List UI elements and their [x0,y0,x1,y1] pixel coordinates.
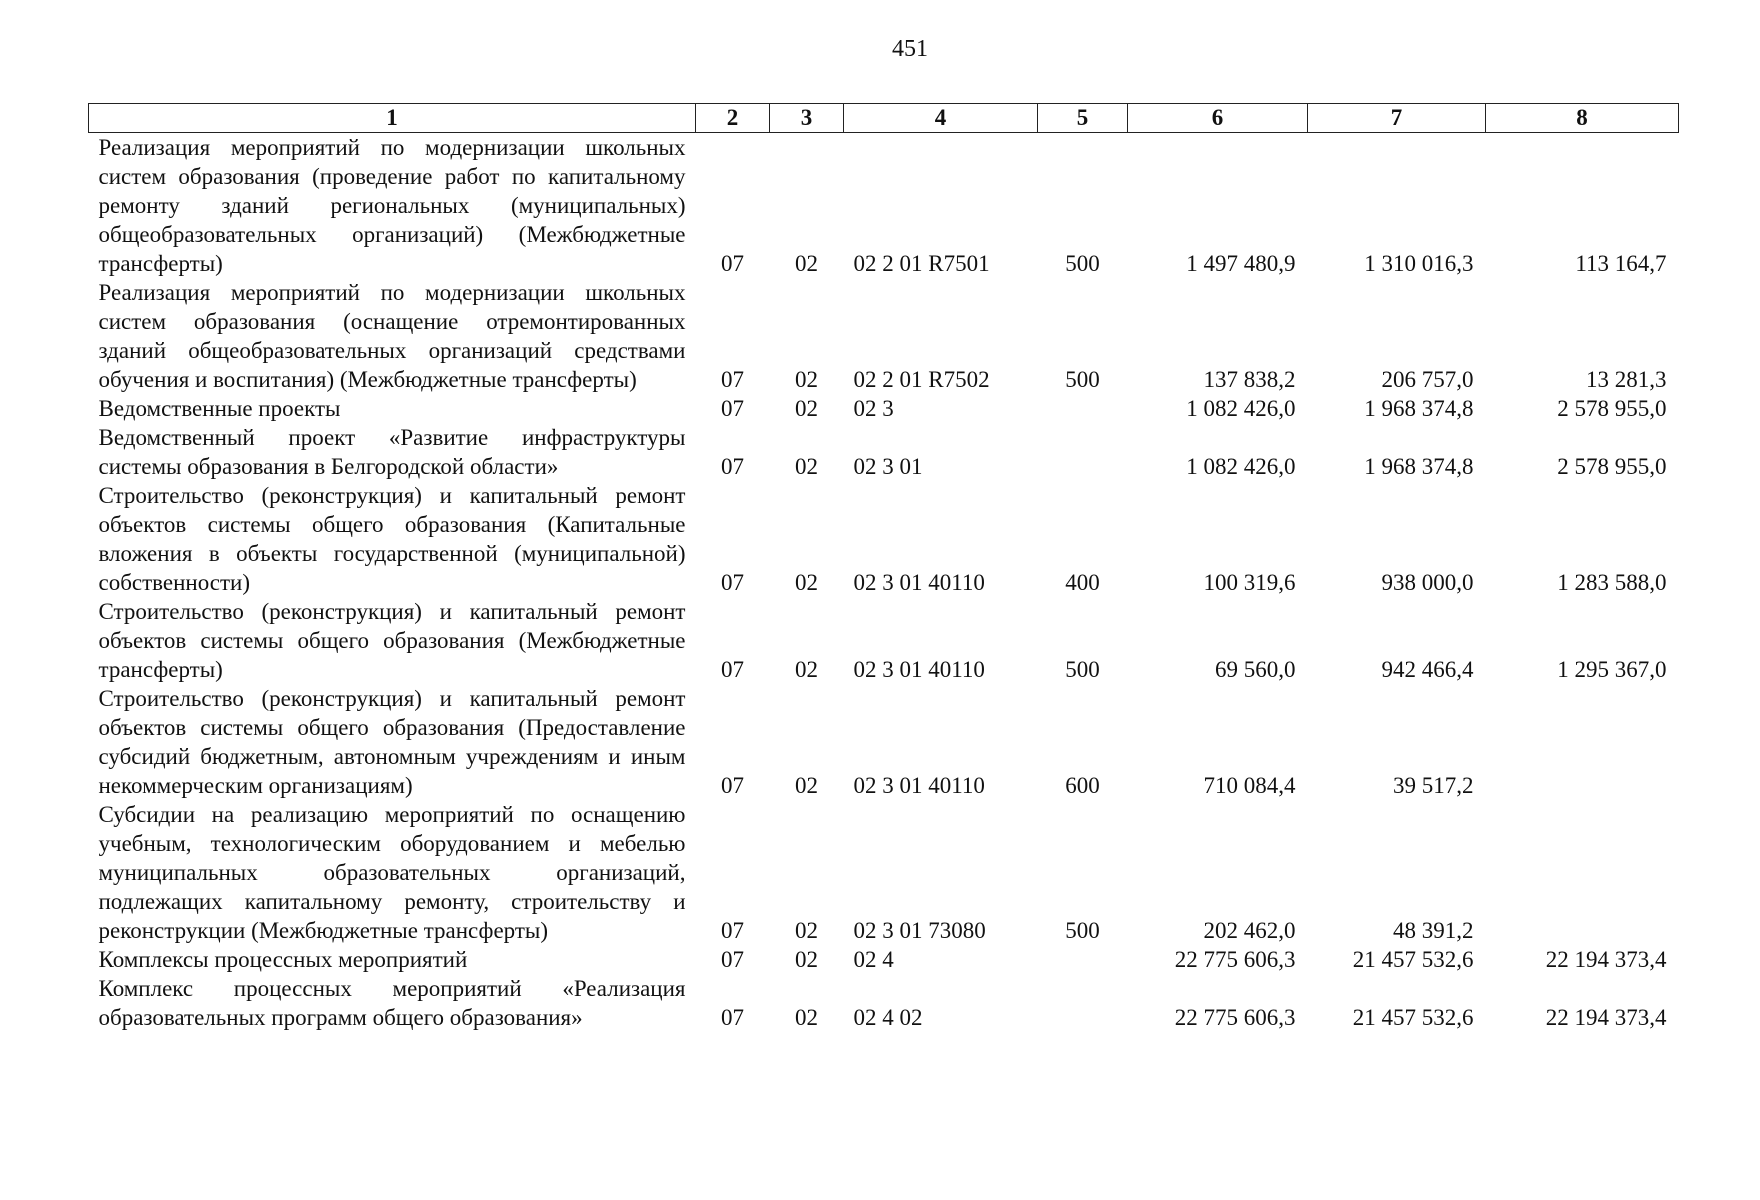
page-number: 451 [892,36,928,62]
row-expense-type: 600 [1065,773,1100,798]
header-col-2: 2 [696,104,770,133]
row-amount-6: 69 560,0 [1215,657,1296,682]
row-amount-8: 13 281,3 [1586,367,1667,392]
row-subsection: 02 [795,1005,818,1030]
table-row [89,945,1679,974]
row-amount-8: 22 194 373,4 [1545,1005,1667,1030]
row-amount-7: 21 457 532,6 [1352,947,1474,972]
row-amount-6: 22 775 606,3 [1174,1005,1296,1030]
table-row [89,423,1679,481]
row-target-code: 02 3 01 40110 [853,570,985,595]
row-amount-8: 2 578 955,0 [1557,396,1667,421]
row-amount-8 [1486,684,1679,800]
row-target-code: 02 2 01 R7502 [853,367,990,392]
row-expense-type: 500 [1065,918,1100,943]
row-subsection: 02 [795,947,818,972]
row-description: Ведомственный проект «Развитие инфраструктуры системы образования в Белгородской области» [98,425,686,479]
header-col-7: 7 [1308,104,1486,133]
row-expense-type: 500 [1065,657,1100,682]
budget-table-container [88,103,1678,1032]
row-section: 07 [721,1005,744,1030]
row-target-code: 02 2 01 R7501 [853,251,990,276]
header-col-1: 1 [89,104,696,133]
row-amount-7: 206 757,0 [1381,367,1474,392]
row-amount-7: 1 968 374,8 [1364,454,1474,479]
table-row [89,394,1679,423]
row-subsection: 02 [795,367,818,392]
row-target-code: 02 3 01 40110 [853,773,985,798]
row-expense-type [1038,394,1128,423]
row-section: 07 [721,396,744,421]
row-amount-8: 2 578 955,0 [1557,454,1667,479]
row-subsection: 02 [795,396,818,421]
row-description: Строительство (реконструкция) и капитальный ремонт объектов системы общего образования (Предоставление субсидий бюджетным, автономным учреждениям и иным некоммерческим организациям) [98,686,686,798]
table-row [89,974,1679,1032]
row-subsection: 02 [795,454,818,479]
row-amount-6: 22 775 606,3 [1174,947,1296,972]
table-row [89,597,1679,684]
row-description: Строительство (реконструкция) и капитальный ремонт объектов системы общего образования (Межбюджетные трансферты) [98,599,686,682]
row-amount-6: 100 319,6 [1203,570,1296,595]
table-body [89,133,1679,1033]
row-section: 07 [721,570,744,595]
row-description: Комплексы процессных мероприятий [98,947,468,972]
row-description: Ведомственные проекты [98,396,341,421]
row-section: 07 [721,251,744,276]
row-amount-6: 202 462,0 [1203,918,1296,943]
table-row [89,684,1679,800]
table-row [89,133,1679,279]
row-description: Строительство (реконструкция) и капитальный ремонт объектов системы общего образования (Капитальные вложения в объекты государственной (муниципальной) собственности) [98,483,686,595]
row-amount-7: 48 391,2 [1393,918,1474,943]
header-col-4: 4 [844,104,1038,133]
row-target-code: 02 3 01 40110 [853,657,985,682]
row-section: 07 [721,454,744,479]
row-expense-type [1038,974,1128,1032]
row-section: 07 [721,367,744,392]
row-amount-7: 39 517,2 [1393,773,1474,798]
row-section: 07 [721,947,744,972]
row-amount-6: 1 497 480,9 [1186,251,1296,276]
row-amount-7: 1 968 374,8 [1364,396,1474,421]
row-description: Комплекс процессных мероприятий «Реализация образовательных программ общего образования» [98,976,686,1030]
row-section: 07 [721,657,744,682]
row-amount-6: 1 082 426,0 [1186,396,1296,421]
row-amount-8: 1 295 367,0 [1557,657,1667,682]
header-col-3: 3 [770,104,844,133]
budget-table [88,103,1679,1032]
row-expense-type: 500 [1065,251,1100,276]
table-row [89,800,1679,945]
row-amount-8: 22 194 373,4 [1545,947,1667,972]
row-amount-8: 1 283 588,0 [1557,570,1667,595]
row-expense-type [1038,945,1128,974]
row-subsection: 02 [795,657,818,682]
row-target-code: 02 3 01 [853,454,923,479]
row-target-code: 02 3 [853,396,894,421]
row-amount-7: 21 457 532,6 [1352,1005,1474,1030]
row-description: Субсидии на реализацию мероприятий по оснащению учебным, технологическим оборудованием и мебелью муниципальных образовательных организаций, подлежащих капитальному ремонту, строительству и реконструкции (Межбюджетные трансферты) [98,802,686,943]
row-amount-8 [1486,800,1679,945]
row-amount-6: 137 838,2 [1203,367,1296,392]
row-amount-6: 710 084,4 [1203,773,1296,798]
header-col-5: 5 [1038,104,1128,133]
row-expense-type: 400 [1065,570,1100,595]
row-amount-7: 942 466,4 [1381,657,1474,682]
row-target-code: 02 4 [853,947,894,972]
row-amount-7: 1 310 016,3 [1364,251,1474,276]
row-target-code: 02 4 02 [853,1005,923,1030]
row-description: Реализация мероприятий по модернизации школьных систем образования (оснащение отремонтированных зданий общеобразовательных организаций средствами обучения и воспитания) (Межбюджетные трансферты) [98,280,686,392]
row-subsection: 02 [795,251,818,276]
row-description: Реализация мероприятий по модернизации школьных систем образования (проведение работ по капитальному ремонту зданий региональных (муниципальных) общеобразовательных организаций) (Межбюджетные трансферты) [98,135,686,276]
row-expense-type [1038,423,1128,481]
table-row [89,278,1679,394]
row-target-code: 02 3 01 73080 [853,918,986,943]
row-amount-6: 1 082 426,0 [1186,454,1296,479]
table-row [89,481,1679,597]
row-section: 07 [721,918,744,943]
header-col-6: 6 [1128,104,1308,133]
row-subsection: 02 [795,570,818,595]
row-subsection: 02 [795,918,818,943]
row-subsection: 02 [795,773,818,798]
row-amount-8: 113 164,7 [1575,251,1667,276]
header-col-8: 8 [1486,104,1679,133]
row-amount-7: 938 000,0 [1381,570,1474,595]
row-section: 07 [721,773,744,798]
table-header [89,104,1679,133]
row-expense-type: 500 [1065,367,1100,392]
